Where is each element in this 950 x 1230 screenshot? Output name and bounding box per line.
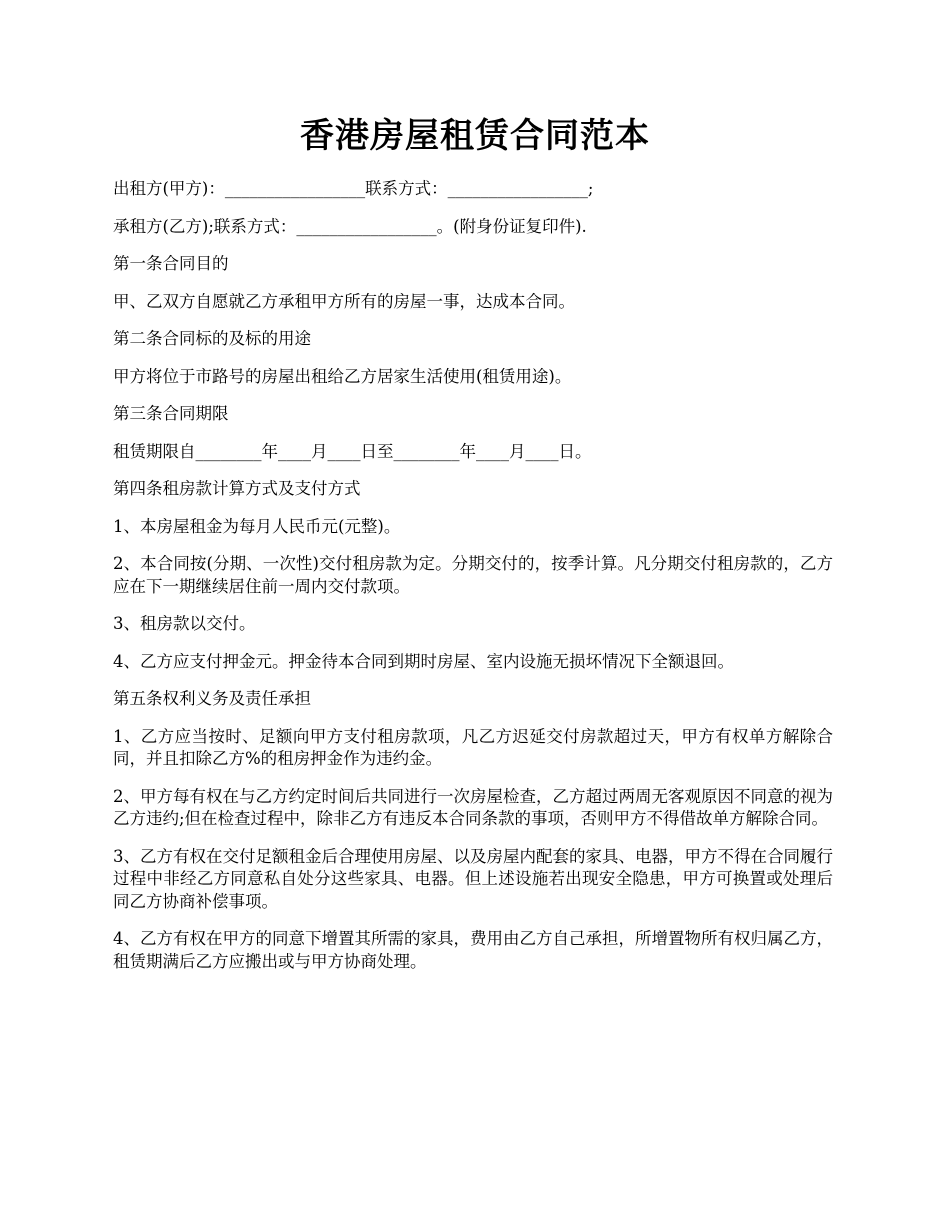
clause-text: 2、甲方每有权在与乙方约定时间后共同进行一次房屋检查，乙方超过两周无客观原因不同意的视为乙方违约;但在检查过程中，除非乙方有违反本合同条款的事项，否则甲方不得借故单方解除合同。	[113, 786, 833, 828]
clause-text: 租赁期限自________年____月____日至________年____月____日。	[113, 441, 592, 461]
clause-text: 4、乙方有权在甲方的同意下增置其所需的家具，费用由乙方自己承担，所增置物所有权归属乙方，租赁期满后乙方应搬出或与甲方协商处理。	[113, 929, 833, 971]
party-a-line: 出租方(甲方)：_________________联系方式：_________________;	[113, 179, 594, 198]
section-heading: 第一条合同目的	[113, 254, 229, 273]
section-heading: 第五条权利义务及责任承担	[113, 689, 311, 708]
clause-text: 1、乙方应当按时、足额向甲方支付租房款项，凡乙方迟延交付房款超过天，甲方有权单方解除合同，并且扣除乙方%的租房押金作为违约金。	[113, 726, 833, 768]
section-heading: 第二条合同标的及标的用途	[113, 329, 311, 348]
section-heading: 第四条租房款计算方式及支付方式	[113, 479, 361, 498]
clause-text: 3、租房款以交付。	[113, 614, 256, 633]
document-title: 香港房屋租赁合同范本	[300, 116, 650, 156]
clause-text: 甲、乙双方自愿就乙方承租甲方所有的房屋一事，达成本合同。	[113, 291, 575, 311]
clause-text: 4、乙方应支付押金元。押金待本合同到期时房屋、室内设施无损坏情况下全额退回。	[113, 651, 734, 671]
clause-text: 3、乙方有权在交付足额租金后合理使用房屋、以及房屋内配套的家具、电器，甲方不得在合同履行过程中非经乙方同意私自处分这些家具、电器。但上述设施若出现安全隐患，甲方可换置或处理后同乙方协商补偿事项。	[113, 846, 833, 911]
section-heading: 第三条合同期限	[113, 404, 229, 423]
clause-text: 1、本房屋租金为每月人民币元(元整)。	[113, 516, 401, 536]
document-body	[113, 178, 833, 988]
clause-text: 甲方将位于市路号的房屋出租给乙方居家生活使用(租赁用途)。	[113, 366, 572, 386]
clause-text: 2、本合同按(分期、一次性)交付租房款为定。分期交付的，按季计算。凡分期交付租房款的，乙方应在下一期继续居住前一周内交付款项。	[113, 554, 833, 596]
party-b-line: 承租方(乙方);联系方式：_________________。(附身份证复印件).	[113, 216, 587, 236]
